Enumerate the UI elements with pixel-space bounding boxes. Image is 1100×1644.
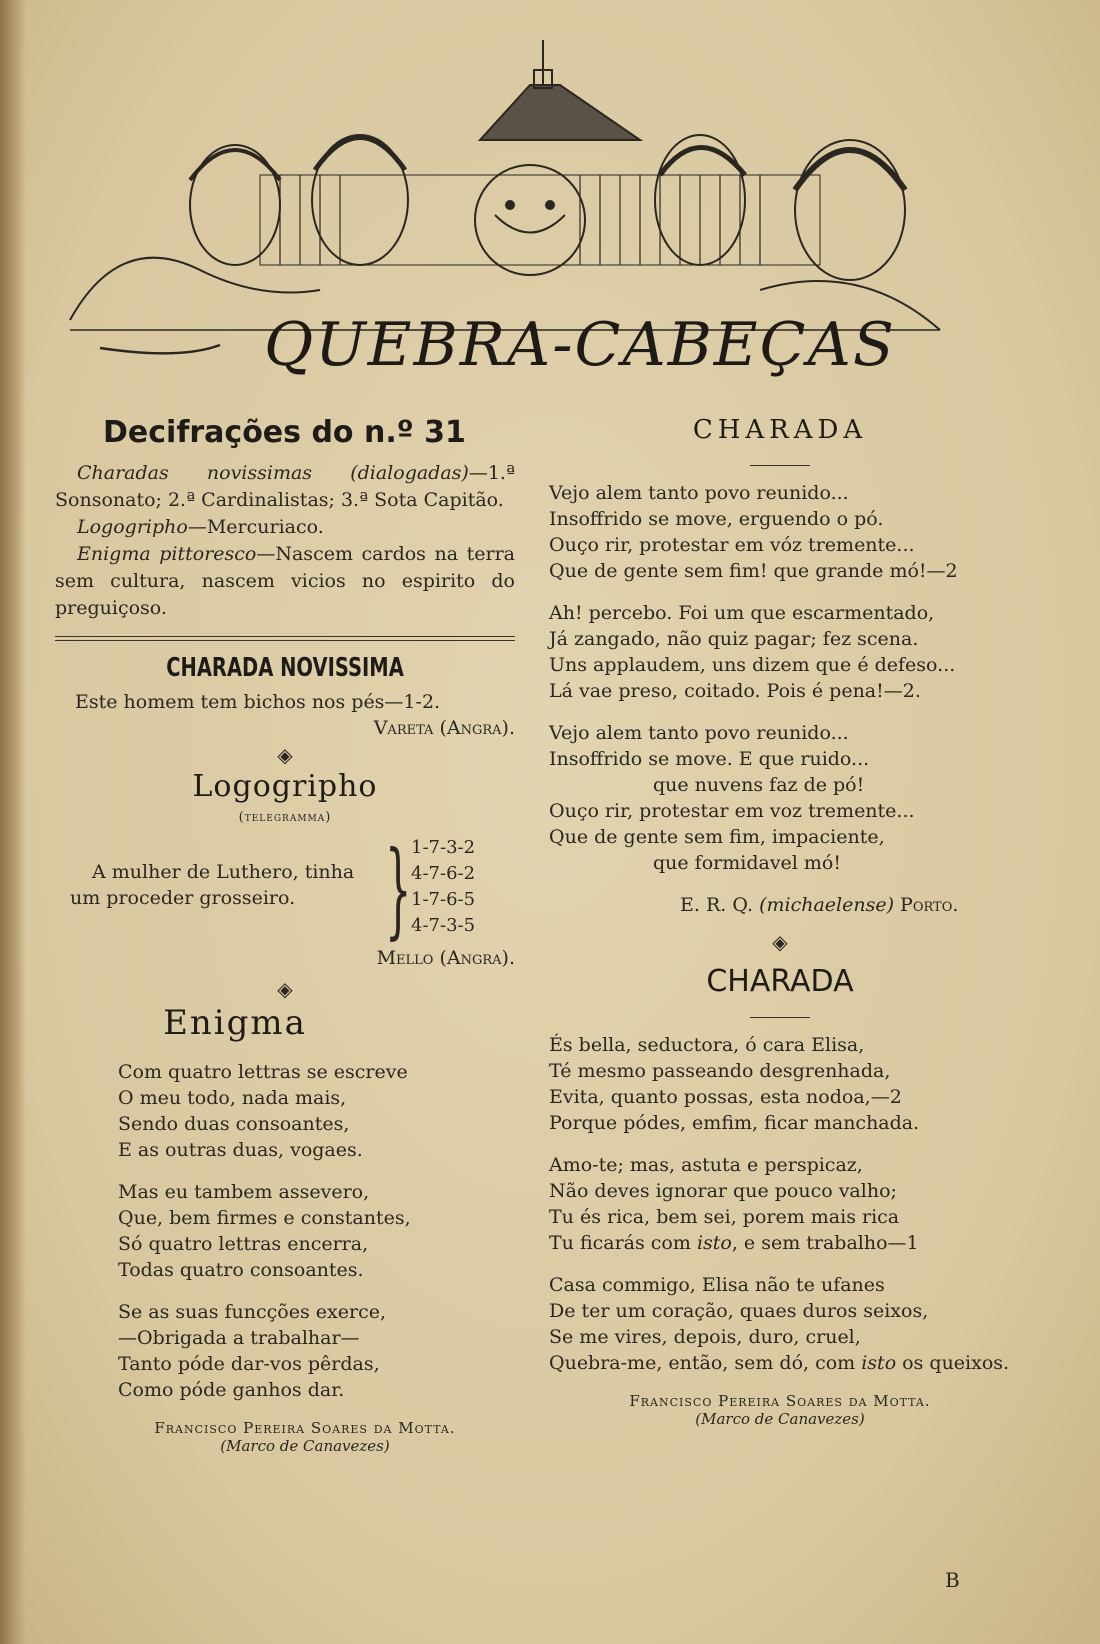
poem-segment: , e sem trabalho—1 [731, 1232, 919, 1254]
book-spine-shadow [0, 0, 26, 1644]
poem-line: Vejo alem tanto povo reunido... [549, 722, 849, 744]
masthead [60, 30, 1010, 410]
poem-line: Já zangado, não quiz pagar; fez scena. [549, 628, 919, 650]
poem-line: Todas quatro consoantes. [118, 1259, 364, 1281]
poem-line: Ouço rir, protestar em voz tremente... [549, 800, 915, 822]
decifracoes-paragraph-1 [55, 460, 515, 514]
logogripho-heading: Logogripho [192, 769, 378, 804]
charada1-stanza-1 [549, 480, 1015, 584]
charada2-place: (Marco de Canavezes) [695, 1410, 865, 1428]
logogripho-label: Logogripho [77, 516, 188, 538]
poem-line: Uns applaudem, uns dizem que é defeso... [549, 654, 956, 676]
logogripho-number: 1-7-6-5 [411, 889, 476, 910]
logogripho-puzzle [55, 828, 515, 950]
poem-segment: os queixos. [896, 1352, 1010, 1374]
logogripho-number: 4-7-3-5 [411, 915, 476, 936]
poem-line: Evita, quanto possas, esta nodoa,—2 [549, 1086, 902, 1108]
charada1-author-initials: E. R. Q. [680, 894, 754, 916]
logogripho-line-1: A mulher de Luthero, tinha [92, 861, 355, 883]
charada-heading: CHARADA [692, 415, 868, 445]
poem-line: Amo-te; mas, astuta e perspicaz, [549, 1154, 863, 1176]
poem-line: Que de gente sem fim! que grande mó!—2 [549, 560, 958, 582]
charadas-label: Charadas novissimas (dialogadas) [77, 462, 469, 484]
poem-line: És bella, seductora, ó cara Elisa, [549, 1034, 865, 1056]
enigma-stanza-2 [118, 1179, 515, 1283]
diamond-ornament-icon: ◈ [277, 977, 293, 1001]
poem-line: Insoffrido se move, erguendo o pó. [549, 508, 884, 530]
poem-line: Mas eu tambem assevero, [118, 1181, 370, 1203]
diamond-ornament-icon: ◈ [772, 930, 788, 954]
masthead-title: QUEBRA-CABEÇAS [264, 310, 896, 380]
logogripho-text [70, 859, 354, 911]
poem-line: que nuvens faz de pó! [653, 774, 865, 796]
left-column [55, 415, 515, 1455]
poem-line: De ter um coração, quaes duros seixos, [549, 1300, 929, 1322]
poem-line: Que, bem firmes e constantes, [118, 1207, 411, 1229]
enigma-stanza-3 [118, 1299, 515, 1403]
poem-line: Se me vires, depois, duro, cruel, [549, 1326, 861, 1348]
enigma-answer: —Nascem cardos na terra sem cultura, nascem vicios no espirito do preguiçoso. [55, 543, 515, 619]
charadas-answer: —1.ª Sonsonato; 2.ª Cardinalistas; 3.ª Sota Capitão. [55, 462, 515, 511]
poem-line: Se as suas funcções exerce, [118, 1301, 386, 1323]
poem-line: Casa commigo, Elisa não te ufanes [549, 1274, 885, 1296]
poem-line: Té mesmo passeando desgrenhada, [549, 1060, 891, 1082]
poem-segment-italic: isto [696, 1232, 732, 1254]
poem-line: Tanto póde dar-vos pêrdas, [118, 1353, 380, 1375]
decifracoes-paragraph-3 [55, 541, 515, 622]
poem-line: Como póde ganhos dar. [118, 1379, 345, 1401]
poem-line: que formidavel mó! [653, 852, 842, 874]
logogripho-numbers [411, 835, 475, 939]
logogripho-answer: —Mercuriaco. [187, 516, 324, 538]
poem-line: Porque pódes, emfim, ficar manchada. [549, 1112, 920, 1134]
logogripho-number: 4-7-6-2 [411, 863, 476, 884]
enigma-heading: Enigma [163, 1003, 307, 1043]
poem-line: E as outras duas, vogaes. [118, 1139, 363, 1161]
poem-line: Insoffrido se move. E que ruido... [549, 748, 870, 770]
charada2-stanza-1 [549, 1032, 1015, 1136]
diamond-ornament-icon: ◈ [277, 743, 293, 767]
charada2-stanza-2 [549, 1152, 1015, 1256]
charada-novissima-heading: CHARADA NOVISSIMA [166, 653, 404, 683]
charada-poem-1 [545, 480, 1015, 876]
poem-line: O meu todo, nada mais, [118, 1087, 347, 1109]
poem-line: Ouço rir, protestar em vóz tremente... [549, 534, 915, 556]
page-signature-letter: B [945, 1568, 960, 1592]
poem-line: Lá vae preso, coitado. Pois é pena!—2. [549, 680, 921, 702]
section-divider [55, 636, 515, 641]
poem-line: Que de gente sem fim, impaciente, [549, 826, 885, 848]
enigma-poem [55, 1059, 515, 1403]
decifracoes-paragraph-2 [55, 514, 515, 541]
poem-segment: Quebra-me, então, sem dó, com [549, 1352, 862, 1374]
logogripho-number: 1-7-3-2 [411, 837, 476, 858]
enigma-label: Enigma pittoresco [77, 543, 257, 565]
poem-segment-italic: isto [861, 1352, 897, 1374]
charada2-stanza-3 [549, 1272, 1015, 1376]
poem-line: Vejo alem tanto povo reunido... [549, 482, 849, 504]
charada-poem-2 [545, 1032, 1015, 1376]
logogripho-line-2: um proceder grosseiro. [70, 887, 296, 909]
charada1-author [545, 892, 1015, 918]
charada1-author-origin: (michaelense) [759, 894, 894, 916]
charada1-author-city: Porto. [900, 894, 959, 916]
poem-line: Ah! percebo. Foi um que escarmentado, [549, 602, 935, 624]
poem-line: Sendo duas consoantes, [118, 1113, 350, 1135]
charada-novissima-line: Este homem tem bichos nos pés—1-2. [75, 691, 441, 713]
enigma-place: (Marco de Canavezes) [220, 1437, 390, 1455]
enigma-author: Francisco Pereira Soares da Motta. [154, 1419, 456, 1437]
poem-line: Não deves ignorar que pouco valho; [549, 1180, 897, 1202]
poem-line: Só quatro lettras encerra, [118, 1233, 369, 1255]
poem-line [549, 1230, 1015, 1256]
poem-line: —Obrigada a trabalhar— [118, 1327, 360, 1349]
poem-line: Tu és rica, bem sei, porem mais rica [549, 1206, 900, 1228]
charada-heading: CHARADA [706, 964, 854, 999]
charada1-stanza-3 [549, 720, 1015, 876]
short-rule [750, 1017, 810, 1018]
charada-novissima-author: Vareta (Angra). [373, 717, 515, 739]
short-rule [750, 465, 810, 466]
poem-segment: Tu ficarás com [549, 1232, 697, 1254]
charada2-author: Francisco Pereira Soares da Motta. [629, 1392, 931, 1410]
charada1-stanza-2 [549, 600, 1015, 704]
poem-line [549, 1350, 1015, 1376]
right-column [545, 415, 1015, 1428]
enigma-stanza-1 [118, 1059, 515, 1163]
decifracoes-heading: Decifrações do n.º 31 [103, 415, 466, 450]
logogripho-subheading: (telegramma) [238, 810, 332, 825]
poem-line: Com quatro lettras se escreve [118, 1061, 408, 1083]
brace-icon: } [385, 828, 412, 950]
logogripho-author: Mello (Angra). [376, 947, 515, 969]
